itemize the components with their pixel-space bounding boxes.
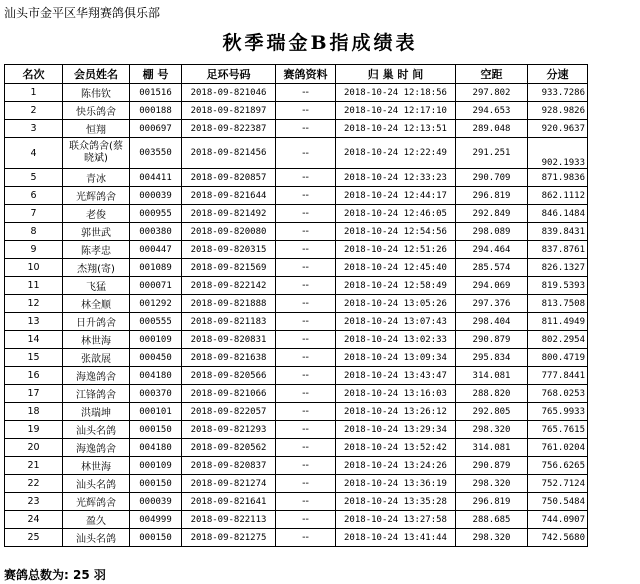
cell-pigeon-info: --	[276, 205, 336, 223]
cell-ring-number: 2018-09-820315	[182, 241, 276, 259]
cell-speed: 756.6265	[528, 457, 588, 475]
cell-rank: 24	[5, 511, 63, 529]
table-row	[5, 331, 588, 349]
cell-pigeon-info: --	[276, 138, 336, 169]
cell-return-time: 2018-10-24 13:27:58	[336, 511, 456, 529]
table-row	[5, 511, 588, 529]
cell-pigeon-info: --	[276, 259, 336, 277]
cell-distance: 290.879	[456, 457, 528, 475]
cell-distance: 314.081	[456, 367, 528, 385]
cell-member-name: 老俊	[63, 205, 130, 223]
cell-rank: 7	[5, 205, 63, 223]
cell-speed: 826.1327	[528, 259, 588, 277]
cell-return-time: 2018-10-24 12:17:10	[336, 102, 456, 120]
cell-loft-number: 000370	[130, 385, 182, 403]
header-return-time: 归 巢 时 间	[336, 65, 456, 84]
cell-ring-number: 2018-09-820080	[182, 223, 276, 241]
cell-distance: 285.574	[456, 259, 528, 277]
cell-return-time: 2018-10-24 12:33:23	[336, 169, 456, 187]
cell-speed: 846.1484	[528, 205, 588, 223]
cell-member-name: 快乐鸽舍	[63, 102, 130, 120]
cell-loft-number: 000071	[130, 277, 182, 295]
cell-ring-number: 2018-09-821644	[182, 187, 276, 205]
cell-member-name: 盈久	[63, 511, 130, 529]
cell-pigeon-info: --	[276, 403, 336, 421]
cell-speed: 813.7508	[528, 295, 588, 313]
cell-pigeon-info: --	[276, 277, 336, 295]
cell-ring-number: 2018-09-821897	[182, 102, 276, 120]
table-row	[5, 205, 588, 223]
cell-loft-number: 003550	[130, 138, 182, 169]
cell-ring-number: 2018-09-821888	[182, 295, 276, 313]
table-row	[5, 223, 588, 241]
cell-pigeon-info: --	[276, 223, 336, 241]
cell-pigeon-info: --	[276, 493, 336, 511]
cell-rank: 8	[5, 223, 63, 241]
cell-loft-number: 004411	[130, 169, 182, 187]
cell-rank: 9	[5, 241, 63, 259]
cell-return-time: 2018-10-24 12:58:49	[336, 277, 456, 295]
cell-loft-number: 004180	[130, 439, 182, 457]
cell-speed: 902.1933	[528, 138, 588, 169]
table-row	[5, 102, 588, 120]
cell-pigeon-info: --	[276, 457, 336, 475]
cell-ring-number: 2018-09-821569	[182, 259, 276, 277]
cell-return-time: 2018-10-24 13:29:34	[336, 421, 456, 439]
cell-rank: 4	[5, 138, 63, 169]
header-member-name: 会员姓名	[63, 65, 130, 84]
table-row	[5, 295, 588, 313]
cell-speed: 839.8431	[528, 223, 588, 241]
cell-pigeon-info: --	[276, 187, 336, 205]
cell-return-time: 2018-10-24 12:18:56	[336, 84, 456, 102]
cell-loft-number: 000450	[130, 349, 182, 367]
cell-loft-number: 001292	[130, 295, 182, 313]
cell-speed: 933.7286	[528, 84, 588, 102]
cell-ring-number: 2018-09-821183	[182, 313, 276, 331]
cell-distance: 297.802	[456, 84, 528, 102]
cell-rank: 1	[5, 84, 63, 102]
cell-ring-number: 2018-09-821066	[182, 385, 276, 403]
cell-speed: 819.5393	[528, 277, 588, 295]
cell-return-time: 2018-10-24 13:05:26	[336, 295, 456, 313]
cell-speed: 811.4949	[528, 313, 588, 331]
cell-speed: 744.0907	[528, 511, 588, 529]
cell-distance: 288.820	[456, 385, 528, 403]
cell-member-name: 海逸鸽舍	[63, 367, 130, 385]
cell-speed: 750.5484	[528, 493, 588, 511]
table-row	[5, 529, 588, 547]
header-loft-number: 棚 号	[130, 65, 182, 84]
cell-rank: 14	[5, 331, 63, 349]
cell-member-name: 海逸鸽舍	[63, 439, 130, 457]
cell-return-time: 2018-10-24 13:41:44	[336, 529, 456, 547]
cell-speed: 761.0204	[528, 439, 588, 457]
cell-rank: 15	[5, 349, 63, 367]
cell-ring-number: 2018-09-822387	[182, 120, 276, 138]
table-row	[5, 84, 588, 102]
cell-pigeon-info: --	[276, 295, 336, 313]
cell-pigeon-info: --	[276, 367, 336, 385]
cell-loft-number: 000150	[130, 475, 182, 493]
table-row	[5, 120, 588, 138]
cell-distance: 295.834	[456, 349, 528, 367]
cell-loft-number: 000188	[130, 102, 182, 120]
table-row	[5, 475, 588, 493]
cell-pigeon-info: --	[276, 313, 336, 331]
cell-return-time: 2018-10-24 12:13:51	[336, 120, 456, 138]
cell-ring-number: 2018-09-820837	[182, 457, 276, 475]
cell-rank: 20	[5, 439, 63, 457]
cell-loft-number: 004180	[130, 367, 182, 385]
cell-loft-number: 000697	[130, 120, 182, 138]
cell-speed: 928.9826	[528, 102, 588, 120]
cell-ring-number: 2018-09-821293	[182, 421, 276, 439]
cell-speed: 800.4719	[528, 349, 588, 367]
table-row	[5, 241, 588, 259]
cell-member-name: 汕头名鸽	[63, 529, 130, 547]
cell-rank: 18	[5, 403, 63, 421]
results-body	[5, 84, 588, 547]
cell-member-name: 林世海	[63, 457, 130, 475]
cell-return-time: 2018-10-24 12:45:40	[336, 259, 456, 277]
cell-member-name: 陈伟钦	[63, 84, 130, 102]
cell-loft-number: 000380	[130, 223, 182, 241]
cell-ring-number: 2018-09-820831	[182, 331, 276, 349]
cell-rank: 3	[5, 120, 63, 138]
cell-pigeon-info: --	[276, 84, 336, 102]
cell-pigeon-info: --	[276, 102, 336, 120]
cell-ring-number: 2018-09-822113	[182, 511, 276, 529]
cell-distance: 292.805	[456, 403, 528, 421]
cell-speed: 768.0253	[528, 385, 588, 403]
header-row	[5, 65, 588, 84]
cell-rank: 23	[5, 493, 63, 511]
cell-return-time: 2018-10-24 13:35:28	[336, 493, 456, 511]
table-row	[5, 277, 588, 295]
cell-ring-number: 2018-09-820566	[182, 367, 276, 385]
cell-rank: 17	[5, 385, 63, 403]
cell-return-time: 2018-10-24 13:26:12	[336, 403, 456, 421]
cell-ring-number: 2018-09-821275	[182, 529, 276, 547]
cell-ring-number: 2018-09-822142	[182, 277, 276, 295]
cell-speed: 862.1112	[528, 187, 588, 205]
cell-pigeon-info: --	[276, 169, 336, 187]
cell-pigeon-info: --	[276, 385, 336, 403]
cell-distance: 294.464	[456, 241, 528, 259]
table-row	[5, 259, 588, 277]
cell-member-name: 日升鸽舍	[63, 313, 130, 331]
cell-speed: 765.7615	[528, 421, 588, 439]
cell-member-name: 林世海	[63, 331, 130, 349]
cell-distance: 297.376	[456, 295, 528, 313]
header-distance: 空距	[456, 65, 528, 84]
cell-rank: 12	[5, 295, 63, 313]
cell-loft-number: 000447	[130, 241, 182, 259]
cell-pigeon-info: --	[276, 349, 336, 367]
cell-distance: 296.819	[456, 493, 528, 511]
cell-return-time: 2018-10-24 13:09:34	[336, 349, 456, 367]
page-title: 秋季瑞金B指成绩表	[222, 32, 418, 54]
table-row	[5, 367, 588, 385]
cell-distance: 296.819	[456, 187, 528, 205]
cell-pigeon-info: --	[276, 511, 336, 529]
cell-loft-number: 000150	[130, 529, 182, 547]
cell-distance: 289.048	[456, 120, 528, 138]
cell-loft-number: 000955	[130, 205, 182, 223]
organization-name: 汕头市金平区华翔赛鸽俱乐部	[4, 6, 161, 20]
cell-rank: 6	[5, 187, 63, 205]
cell-loft-number: 001089	[130, 259, 182, 277]
header-ring-number: 足环号码	[182, 65, 276, 84]
cell-distance: 294.653	[456, 102, 528, 120]
cell-distance: 298.089	[456, 223, 528, 241]
cell-rank: 19	[5, 421, 63, 439]
cell-ring-number: 2018-09-822057	[182, 403, 276, 421]
cell-loft-number: 000039	[130, 187, 182, 205]
cell-ring-number: 2018-09-821046	[182, 84, 276, 102]
cell-return-time: 2018-10-24 13:52:42	[336, 439, 456, 457]
cell-rank: 22	[5, 475, 63, 493]
cell-return-time: 2018-10-24 13:43:47	[336, 367, 456, 385]
cell-return-time: 2018-10-24 13:24:26	[336, 457, 456, 475]
cell-pigeon-info: --	[276, 241, 336, 259]
cell-pigeon-info: --	[276, 475, 336, 493]
total-count: 赛鸽总数为: 25 羽	[4, 568, 106, 582]
cell-distance: 288.685	[456, 511, 528, 529]
cell-return-time: 2018-10-24 12:22:49	[336, 138, 456, 169]
cell-member-name: 光辉鸽舍	[63, 493, 130, 511]
cell-speed: 871.9836	[528, 169, 588, 187]
cell-speed: 742.5680	[528, 529, 588, 547]
cell-member-name: 汕头名鸽	[63, 421, 130, 439]
table-row	[5, 493, 588, 511]
cell-member-name: 青冰	[63, 169, 130, 187]
cell-rank: 25	[5, 529, 63, 547]
cell-member-name: 郭世武	[63, 223, 130, 241]
cell-speed: 765.9933	[528, 403, 588, 421]
cell-speed: 802.2954	[528, 331, 588, 349]
table-row	[5, 187, 588, 205]
cell-member-name: 江锋鸽舍	[63, 385, 130, 403]
cell-ring-number: 2018-09-820857	[182, 169, 276, 187]
cell-member-name: 光辉鸽舍	[63, 187, 130, 205]
cell-distance: 298.320	[456, 475, 528, 493]
cell-member-name: 陈孝忠	[63, 241, 130, 259]
cell-pigeon-info: --	[276, 529, 336, 547]
cell-pigeon-info: --	[276, 120, 336, 138]
cell-rank: 11	[5, 277, 63, 295]
cell-loft-number: 000101	[130, 403, 182, 421]
cell-loft-number: 000109	[130, 457, 182, 475]
cell-return-time: 2018-10-24 12:44:17	[336, 187, 456, 205]
cell-rank: 2	[5, 102, 63, 120]
cell-member-name: 张歆展	[63, 349, 130, 367]
cell-distance: 290.879	[456, 331, 528, 349]
cell-rank: 13	[5, 313, 63, 331]
cell-distance: 298.320	[456, 529, 528, 547]
cell-pigeon-info: --	[276, 331, 336, 349]
table-row	[5, 313, 588, 331]
table-row	[5, 421, 588, 439]
cell-member-name: 汕头名鸽	[63, 475, 130, 493]
cell-return-time: 2018-10-24 13:07:43	[336, 313, 456, 331]
results-table	[4, 64, 588, 547]
header-rank: 名次	[5, 65, 63, 84]
table-row	[5, 403, 588, 421]
cell-ring-number: 2018-09-821274	[182, 475, 276, 493]
cell-return-time: 2018-10-24 13:02:33	[336, 331, 456, 349]
cell-member-name: 恒翔	[63, 120, 130, 138]
cell-distance: 291.251	[456, 138, 528, 169]
cell-ring-number: 2018-09-821638	[182, 349, 276, 367]
cell-loft-number: 000150	[130, 421, 182, 439]
cell-speed: 777.8441	[528, 367, 588, 385]
table-row	[5, 169, 588, 187]
cell-speed: 837.8761	[528, 241, 588, 259]
cell-member-name: 杰翔(寄)	[63, 259, 130, 277]
cell-return-time: 2018-10-24 13:16:03	[336, 385, 456, 403]
cell-loft-number: 000555	[130, 313, 182, 331]
cell-ring-number: 2018-09-821641	[182, 493, 276, 511]
cell-distance: 292.849	[456, 205, 528, 223]
cell-rank: 16	[5, 367, 63, 385]
cell-speed: 752.7124	[528, 475, 588, 493]
cell-rank: 10	[5, 259, 63, 277]
cell-member-name: 林全顺	[63, 295, 130, 313]
cell-distance: 298.320	[456, 421, 528, 439]
cell-distance: 294.069	[456, 277, 528, 295]
cell-pigeon-info: --	[276, 421, 336, 439]
cell-return-time: 2018-10-24 12:46:05	[336, 205, 456, 223]
header-pigeon-info: 赛鸽资料	[276, 65, 336, 84]
cell-distance: 298.404	[456, 313, 528, 331]
cell-loft-number: 000039	[130, 493, 182, 511]
cell-loft-number: 001516	[130, 84, 182, 102]
cell-distance: 314.081	[456, 439, 528, 457]
cell-return-time: 2018-10-24 13:36:19	[336, 475, 456, 493]
table-row	[5, 385, 588, 403]
table-row	[5, 439, 588, 457]
table-row	[5, 349, 588, 367]
cell-member-name: 联众鸽舍(蔡晓斌)	[63, 138, 130, 169]
cell-distance: 290.709	[456, 169, 528, 187]
header-speed: 分速	[528, 65, 588, 84]
cell-loft-number: 004999	[130, 511, 182, 529]
cell-return-time: 2018-10-24 12:54:56	[336, 223, 456, 241]
cell-return-time: 2018-10-24 12:51:26	[336, 241, 456, 259]
table-row	[5, 138, 588, 169]
table-row	[5, 457, 588, 475]
cell-speed: 920.9637	[528, 120, 588, 138]
cell-member-name: 飞猛	[63, 277, 130, 295]
cell-member-name: 洪瑞坤	[63, 403, 130, 421]
cell-rank: 21	[5, 457, 63, 475]
cell-rank: 5	[5, 169, 63, 187]
cell-ring-number: 2018-09-821456	[182, 138, 276, 169]
cell-ring-number: 2018-09-820562	[182, 439, 276, 457]
cell-loft-number: 000109	[130, 331, 182, 349]
cell-pigeon-info: --	[276, 439, 336, 457]
cell-ring-number: 2018-09-821492	[182, 205, 276, 223]
